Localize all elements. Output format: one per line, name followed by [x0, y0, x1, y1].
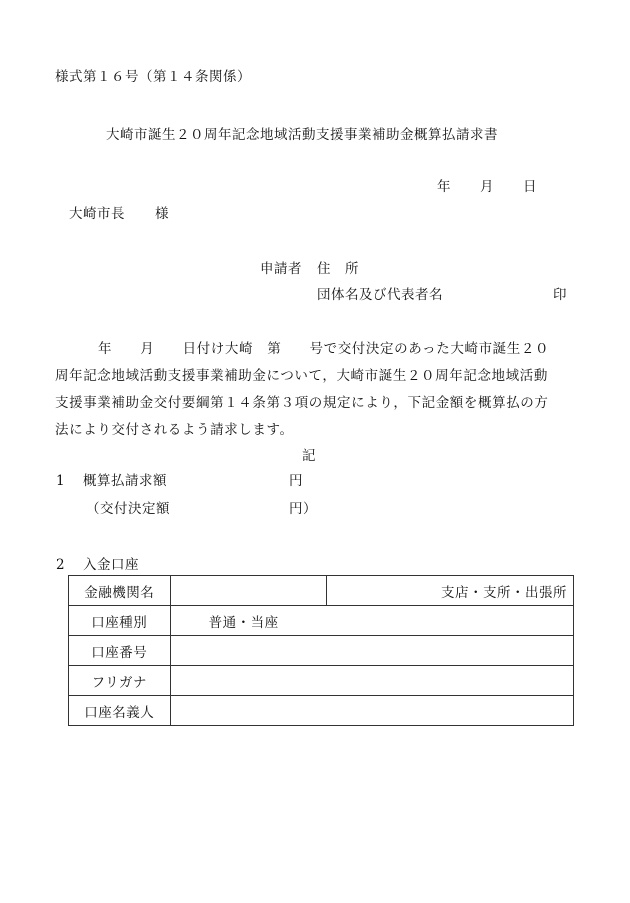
ki-heading: 記: [302, 448, 316, 464]
addressee-name: 大崎市長: [69, 206, 125, 222]
table-row: [69, 576, 574, 606]
applicant-address-label: 住 所: [317, 261, 359, 277]
item1-sub-label: （交付決定額: [86, 501, 170, 517]
form-number: 様式第１６号（第１４条関係）: [55, 69, 251, 85]
furigana-field[interactable]: [170, 666, 573, 696]
body-line-2: 周年記念地域活動支援事業補助金について，大崎市誕生２０周年記念地域活動: [55, 368, 548, 384]
bank-name-field[interactable]: [170, 576, 326, 606]
bank-name-label: 金融機関名: [69, 576, 171, 606]
account-holder-field[interactable]: [170, 696, 573, 726]
applicant-org-label: 団体名及び代表者名: [317, 287, 443, 303]
addressee-honorific: 様: [155, 206, 169, 222]
account-type-label: 口座種別: [69, 606, 171, 636]
item2-label: 入金口座: [83, 557, 139, 573]
document-title: 大崎市誕生２０周年記念地域活動支援事業補助金概算払請求書: [106, 127, 498, 143]
item1-label: 概算払請求額: [83, 473, 167, 489]
account-holder-label: 口座名義人: [69, 696, 171, 726]
bank-account-table: [68, 575, 574, 726]
body-line-1: 年 月 日付け大崎 第 号で交付決定のあった大崎市誕生２０: [98, 341, 550, 357]
item1-sub-yen: 円）: [289, 501, 317, 517]
account-number-field[interactable]: [170, 636, 573, 666]
item2-number: 2: [56, 557, 66, 573]
item1-yen: 円: [289, 473, 303, 489]
date-day-label: 日: [523, 179, 537, 195]
branch-type-label: 支店・支所・出張所: [326, 576, 573, 606]
body-line-3: 支援事業補助金交付要綱第１４条第３項の規定により，下記金額を概算払の方: [55, 395, 549, 411]
date-year-label: 年: [437, 179, 451, 195]
table-row: [69, 636, 574, 666]
account-number-label: 口座番号: [69, 636, 171, 666]
seal-mark: 印: [553, 287, 567, 303]
date-month-label: 月: [480, 179, 494, 195]
table-row: [69, 696, 574, 726]
account-type-field[interactable]: 普通・当座: [170, 606, 573, 636]
furigana-label: フリガナ: [69, 666, 171, 696]
applicant-label: 申請者: [260, 261, 302, 277]
body-line-4: 法により交付されるよう請求します。: [55, 422, 294, 438]
item1-number: 1: [56, 473, 66, 489]
table-row: [69, 666, 574, 696]
table-row: [69, 606, 574, 636]
